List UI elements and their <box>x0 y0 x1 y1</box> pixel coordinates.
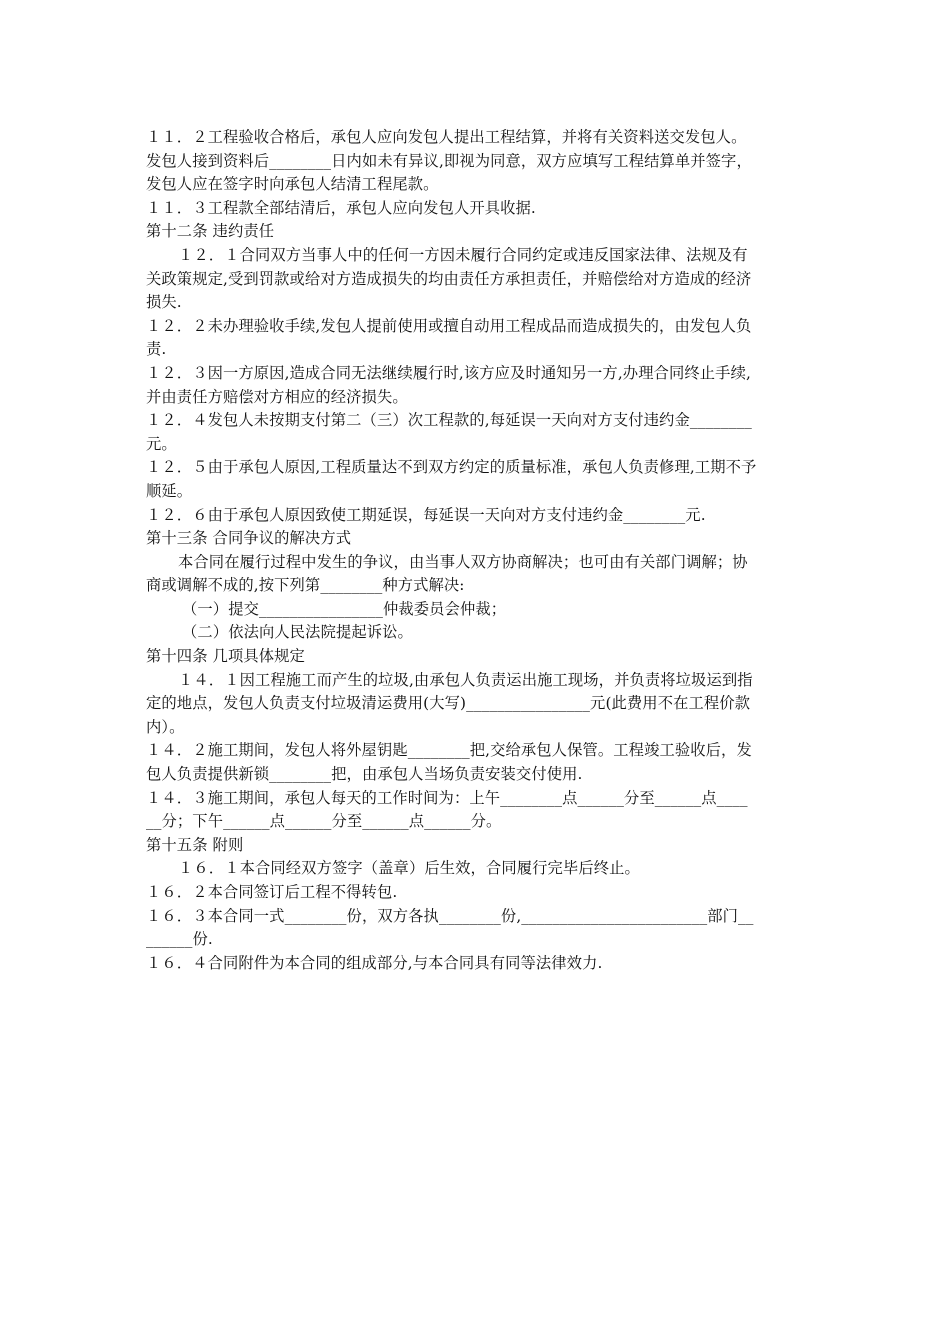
text-line: ______份. <box>146 930 213 949</box>
text-line: 元。 <box>146 434 177 453</box>
section-heading-15: 第十五条 附则 <box>146 835 244 854</box>
text-line: （一）提交________________仲裁委员会仲裁； <box>182 599 507 618</box>
text-line: 顺延。 <box>146 481 193 500</box>
text-line: 包人负责提供新锁________把，由承包人当场负责安装交付使用. <box>146 765 583 784</box>
text-line: １２．５由于承包人原因,工程质量达不到双方约定的质量标准，承包人负责修理,工期不予 <box>146 458 757 477</box>
text-line: 损失. <box>146 293 182 312</box>
text-line: １４．３施工期间，承包人每天的工作时间为：上午________点______分至______点____ <box>146 788 748 807</box>
text-line: 并由责任方赔偿对方相应的经济损失。 <box>146 387 408 406</box>
document-page <box>146 126 810 975</box>
text-line: 定的地点，发包人负责支付垃圾清运费用(大写)________________元(此费用不在工程价款 <box>146 694 751 713</box>
text-line: 本合同在履行过程中发生的争议，由当事人双方协商解决；也可由有关部门调解；协 <box>178 552 748 571</box>
text-line: 内）。 <box>146 717 185 736</box>
section-heading-13: 第十三条 合同争议的解决方式 <box>146 529 352 548</box>
text-line: １６．１本合同经双方签字（盖章）后生效，合同履行完毕后终止。 <box>178 859 640 878</box>
text-line: １６．３本合同一式________份，双方各执________份,________________________部门__ <box>146 906 754 925</box>
text-line: １１．３工程款全部结清后，承包人应向发包人开具收据. <box>146 198 536 217</box>
text-line: 商或调解不成的,按下列第________种方式解决: <box>146 576 465 595</box>
text-line: １２．４发包人未按期支付第二（三）次工程款的,每延误一天向对方支付违约金________ <box>146 411 752 430</box>
text-line: __分；下午______点______分至______点______分。 <box>146 812 502 831</box>
text-line: １４．２施工期间，发包人将外屋钥匙________把,交给承包人保管。工程竣工验收后，发 <box>146 741 752 760</box>
text-line: １２．１合同双方当事人中的任何一方因未履行合同约定或违反国家法律、法规及有 <box>178 245 748 264</box>
text-line: （二）依法向人民法院提起诉讼。 <box>182 623 413 642</box>
section-heading-14: 第十四条 几项具体规定 <box>146 647 305 666</box>
text-line: １１．２工程验收合格后，承包人应向发包人提出工程结算，并将有关资料送交发包人。 <box>146 128 747 146</box>
text-line: 发包人应在签字时向承包人结清工程尾款。 <box>146 175 439 194</box>
text-line: 关政策规定,受到罚款或给对方造成损失的均由责任方承担责任，并赔偿给对方造成的经济 <box>146 269 752 288</box>
text-line: １６．２本合同签订后工程不得转包. <box>146 883 398 901</box>
text-line: １４．１因工程施工而产生的垃圾,由承包人负责运出施工现场，并负责将垃圾运到指 <box>178 670 753 689</box>
text-line: 责. <box>146 340 167 359</box>
section-heading-12: 第十二条 违约责任 <box>146 222 275 241</box>
text-line: １２．３因一方原因,造成合同无法继续履行时,该方应及时通知另一方,办理合同终止手续, <box>146 363 751 382</box>
text-line: １２．２未办理验收手续,发包人提前使用或擅自动用工程成品而造成损失的，由发包人负 <box>146 316 752 335</box>
text-line: １２．６由于承包人原因致使工期延误，每延误一天向对方支付违约金________元. <box>146 505 706 524</box>
text-line: 发包人接到资料后________日内如未有异议,即视为同意，双方应填写工程结算单并签字， <box>146 151 752 170</box>
text-line: １６．４合同附件为本合同的组成部分,与本合同具有同等法律效力. <box>146 953 603 972</box>
